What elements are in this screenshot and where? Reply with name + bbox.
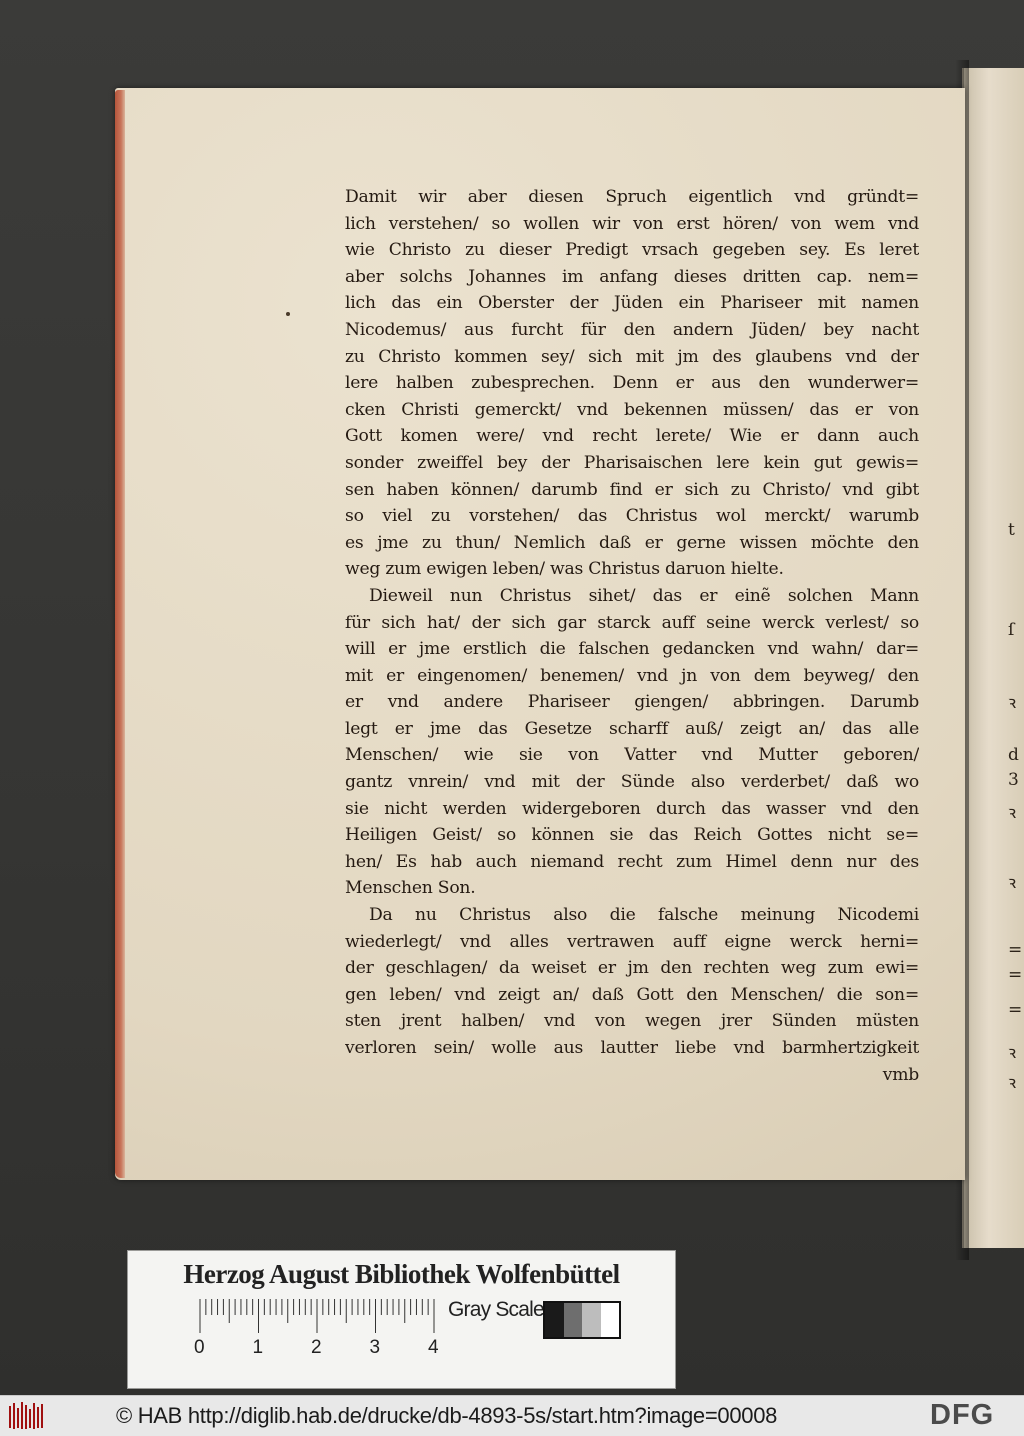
adjacent-page-fragment: 3 — [1008, 770, 1019, 790]
text-line: lich verstehen/ so wollen wir von erst hören/ von wem vnd — [345, 213, 919, 234]
text-line: lere halben zubesprechen. Denn er aus den wunderwer= — [345, 373, 919, 394]
adjacent-page-fragment: ꝛ — [1008, 1073, 1017, 1093]
adjacent-page — [962, 68, 1024, 1248]
adjacent-page-fragment: ꝛ — [1008, 693, 1017, 713]
text-line: Da nu Christus also die falsche meinung Nicodemi — [369, 905, 919, 926]
gray-swatch — [582, 1303, 601, 1337]
adjacent-page-fragment: t — [1008, 520, 1015, 540]
text-line: Nicodemus/ aus furcht für den andern Jüden/ bey nacht — [345, 319, 919, 340]
text-line: aber solchs Johannes im anfang dieses dritten cap. nem= — [345, 266, 919, 287]
gray-scale-swatch — [543, 1301, 621, 1339]
text-line: der geschlagen/ da weiset er jm den rechten weg zum ewi= — [345, 958, 919, 979]
text-line: verloren sein/ wolle aus lautter liebe vnd barmhertzigkeit — [345, 1038, 919, 1058]
gray-swatch — [545, 1303, 564, 1337]
text-line: wiederlegt/ vnd alles vertrawen auff eigne werck herni= — [345, 931, 919, 952]
text-line: mit er eingenomen/ benemen/ vnd jn von dem beyweg/ den — [345, 665, 919, 686]
ruler-number: 1 — [252, 1337, 264, 1358]
text-line: sonder zweiffel bey der Pharisaischen lere kein gut gewis= — [345, 452, 919, 473]
text-line: gen leben/ vnd zeigt an/ daß Gott den Menschen/ die son= — [345, 984, 919, 1005]
adjacent-page-fragment: = — [1008, 1000, 1023, 1020]
text-line: legt er jme das Gesetze scharff auß/ zeigt an/ das alle — [345, 718, 919, 739]
text-line: Damit wir aber diesen Spruch eigentlich vnd gründt= — [345, 187, 919, 207]
text-line: für sich hat/ der sich gar starck auff seine werck verlest/ so — [345, 612, 919, 633]
text-line: Heiligen Geist/ so können sie das Reich Gottes nicht se= — [345, 825, 919, 846]
gray-swatch — [601, 1303, 620, 1337]
library-card — [127, 1250, 676, 1389]
text-line: sten jrent halben/ vnd von wegen jrer Sünden müsten — [345, 1011, 919, 1032]
ruler-number: 4 — [428, 1337, 439, 1358]
adjacent-page-fragment: = — [1008, 965, 1023, 985]
text-line: cken Christi gemerckt/ vnd bekennen müssen/ das er von — [345, 399, 919, 420]
adjacent-page-fragment: ꝛ — [1008, 1043, 1017, 1063]
adjacent-page-fragment: d — [1008, 745, 1019, 765]
text-line: weg zum ewigen leben/ was Christus daruon hielte. — [345, 559, 784, 580]
ruler-scale — [198, 1297, 438, 1333]
adjacent-page-fragment: ꝛ — [1008, 803, 1017, 823]
text-line: es jme zu thun/ Nemlich daß er gerne wissen möchte den — [345, 532, 919, 553]
page-text — [345, 184, 919, 1088]
ruler-number: 3 — [369, 1337, 381, 1358]
text-line: vmb — [882, 1064, 919, 1085]
text-line: Gott komen were/ vnd recht lerete/ Wie er dann auch — [345, 426, 919, 447]
gray-scale-label: Gray Scale — [448, 1298, 544, 1321]
dfg-logo: DFG — [930, 1399, 995, 1431]
text-line: lich das ein Oberster der Jüden ein Phariseer mit namen — [345, 293, 919, 314]
text-line: er vnd andere Phariseer giengen/ abbringen. Darumb — [345, 692, 919, 713]
hab-logo-icon — [8, 1400, 46, 1432]
ruler-numbers — [190, 1337, 450, 1359]
adjacent-page-fragment: ſ — [1008, 620, 1015, 640]
text-line: sen haben können/ darumb find er sich zu Christo/ vnd gibt — [345, 479, 919, 500]
adjacent-page-fragment: = — [1008, 940, 1023, 960]
text-line: so viel zu vorstehen/ das Christus wol merckt/ warumb — [345, 506, 919, 527]
text-line: wie Christo zu dieser Predigt vrsach gegeben sey. Es leret — [345, 240, 919, 261]
footer-copyright-link[interactable]: © HAB http://diglib.hab.de/drucke/db-4893-5s/start.htm?image=00008 — [116, 1403, 778, 1428]
library-title: Herzog August Bibliothek Wolfenbüttel — [183, 1259, 620, 1289]
text-line: Menschen Son. — [345, 878, 476, 899]
text-line: Menschen/ wie sie von Vatter vnd Mutter geboren/ — [345, 745, 919, 766]
text-line: sie nicht werden widergeboren durch das wasser vnd den — [345, 798, 919, 819]
page-red-edge — [115, 90, 125, 1178]
ruler-number: 2 — [311, 1337, 322, 1358]
text-line: will er jme erstlich die falschen gedancken vnd wahn/ dar= — [345, 639, 919, 660]
gray-swatch — [564, 1303, 583, 1337]
text-line: gantz vnrein/ vnd mit der Sünde also verderbet/ daß wo — [345, 772, 919, 793]
text-line: Dieweil nun Christus sihet/ das er einẽ solchen Mann — [369, 585, 919, 606]
adjacent-page-fragment: ꝛ — [1008, 873, 1017, 893]
footer-bar — [0, 1395, 1024, 1436]
margin-mark — [286, 312, 290, 316]
text-line: zu Christo kommen sey/ sich mit jm des glaubens vnd der — [345, 346, 919, 367]
ruler-number: 0 — [194, 1337, 205, 1358]
text-line: hen/ Es hab auch niemand recht zum Himel denn nur des — [345, 851, 919, 872]
